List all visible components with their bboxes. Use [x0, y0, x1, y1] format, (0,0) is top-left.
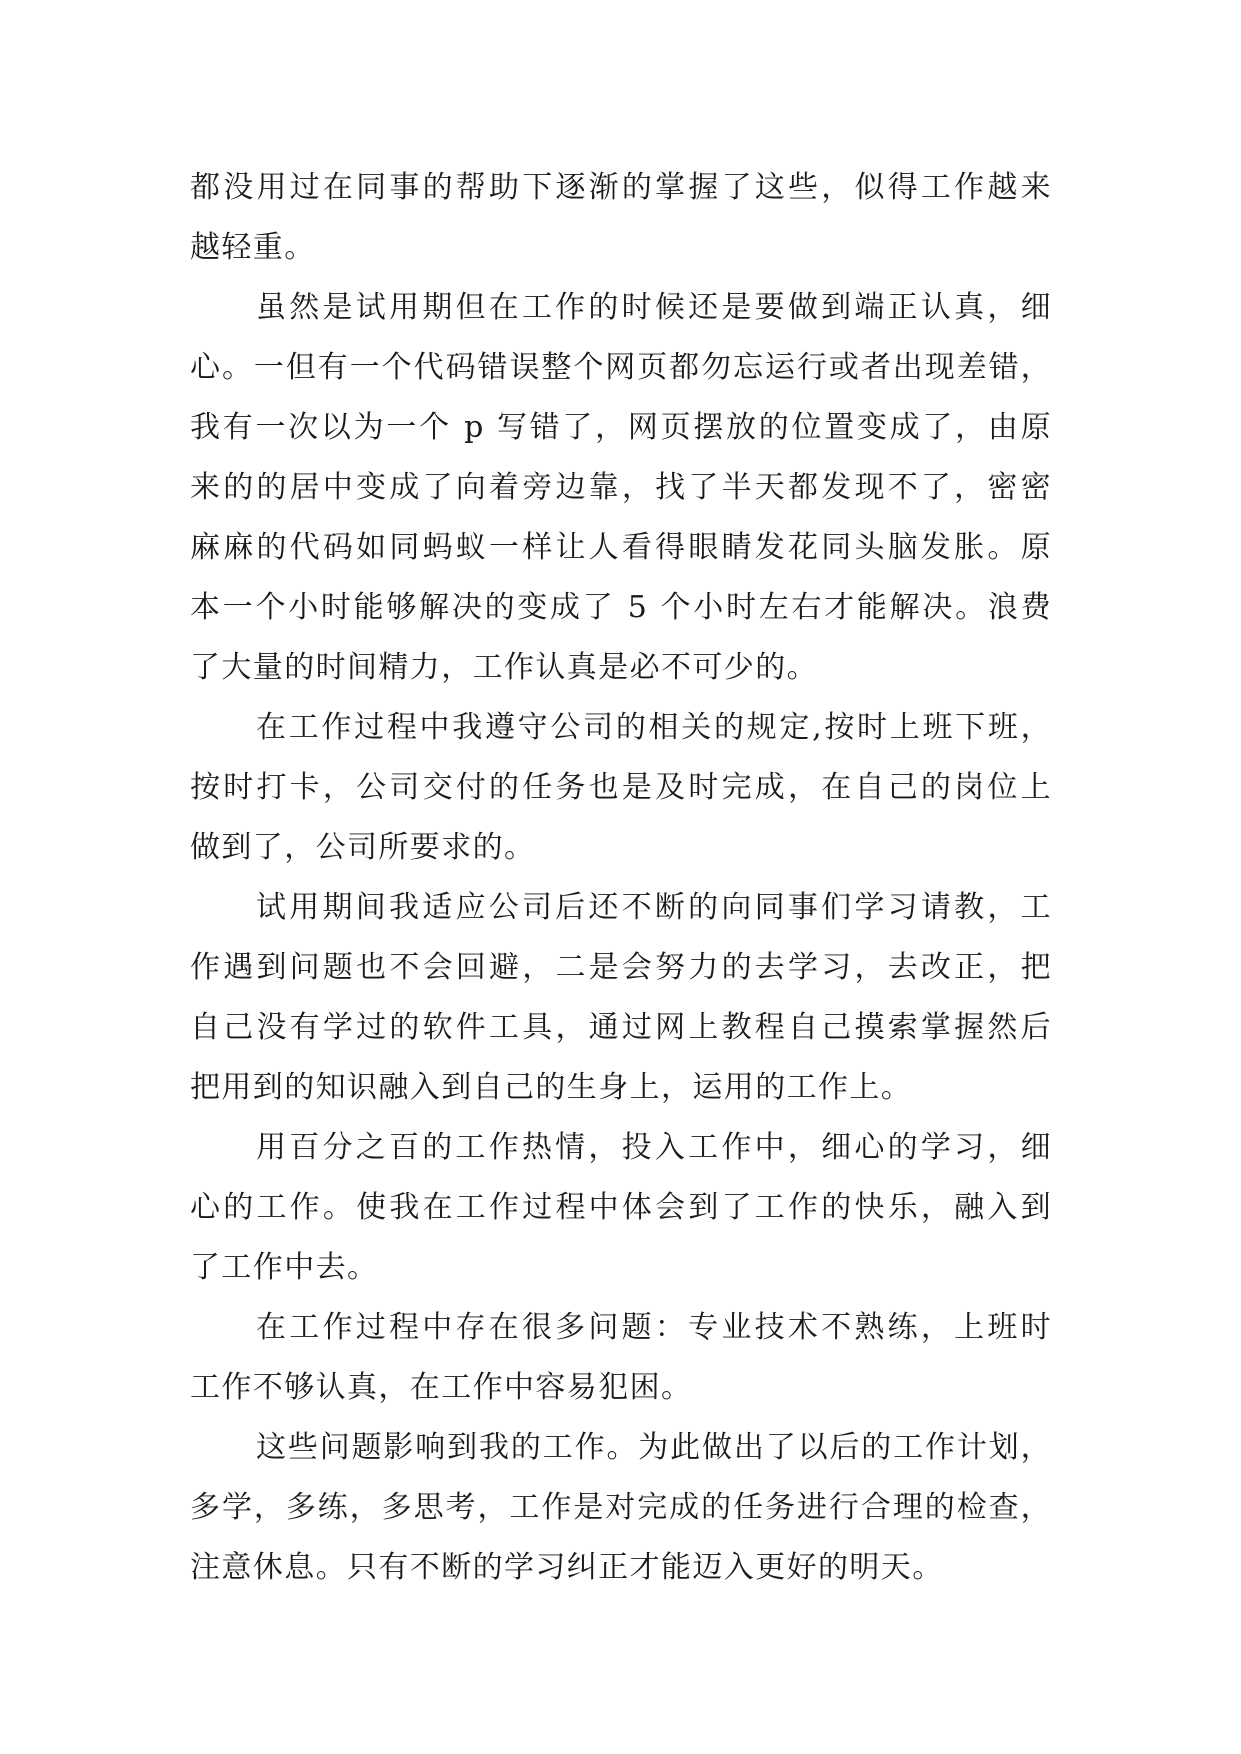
text-line: 了大量的时间精力，工作认真是必不可少的。 [190, 650, 818, 685]
paragraph-first-line: 虽然是试用期但在工作的时候还是要做到端正认真，细 [256, 290, 1052, 325]
text-line: 作遇到问题也不会回避，二是会努力的去学习，去改正，把 [190, 950, 1052, 985]
paragraph-first-line: 用百分之百的工作热情，投入工作中，细心的学习，细 [256, 1130, 1052, 1165]
text-line: 来的的居中变成了向着旁边靠，找了半天都发现不了，密密 [190, 470, 1052, 505]
text-line: 做到了，公司所要求的。 [190, 830, 536, 865]
text-line: 了工作中去。 [190, 1250, 379, 1285]
paragraph-first-line: 在工作过程中我遵守公司的相关的规定,按时上班下班， [256, 710, 1052, 745]
document-body [190, 158, 1052, 1598]
text-line: 把用到的知识融入到自己的生身上，运用的工作上。 [190, 1070, 913, 1105]
text-line: 都没用过在同事的帮助下逐渐的掌握了这些，似得工作越来 [190, 170, 1052, 205]
text-line: 注意休息。只有不断的学习纠正才能迈入更好的明天。 [190, 1550, 944, 1585]
text-line: 我有一次以为一个 p 写错了，网页摆放的位置变成了，由原 [190, 410, 1052, 445]
text-line: 越轻重。 [190, 230, 316, 265]
text-line: 按时打卡，公司交付的任务也是及时完成，在自己的岗位上 [190, 770, 1052, 805]
paragraph-first-line: 试用期间我适应公司后还不断的向同事们学习请教，工 [256, 890, 1052, 925]
text-line: 自己没有学过的软件工具，通过网上教程自己摸索掌握然后 [190, 1010, 1052, 1045]
paragraph-first-line: 在工作过程中存在很多问题：专业技术不熟练，上班时 [256, 1310, 1052, 1345]
text-line: 工作不够认真，在工作中容易犯困。 [190, 1370, 693, 1405]
text-line: 本一个小时能够解决的变成了 5 个小时左右才能解决。浪费 [190, 590, 1052, 625]
text-line: 多学，多练，多思考，工作是对完成的任务进行合理的检查， [190, 1490, 1052, 1525]
paragraph-first-line: 这些问题影响到我的工作。为此做出了以后的工作计划， [256, 1430, 1052, 1465]
text-line: 心的工作。使我在工作过程中体会到了工作的快乐，融入到 [190, 1190, 1052, 1225]
text-line: 心。一但有一个代码错误整个网页都勿忘运行或者出现差错， [190, 350, 1052, 385]
text-line: 麻麻的代码如同蚂蚁一样让人看得眼睛发花同头脑发胀。原 [190, 530, 1052, 565]
